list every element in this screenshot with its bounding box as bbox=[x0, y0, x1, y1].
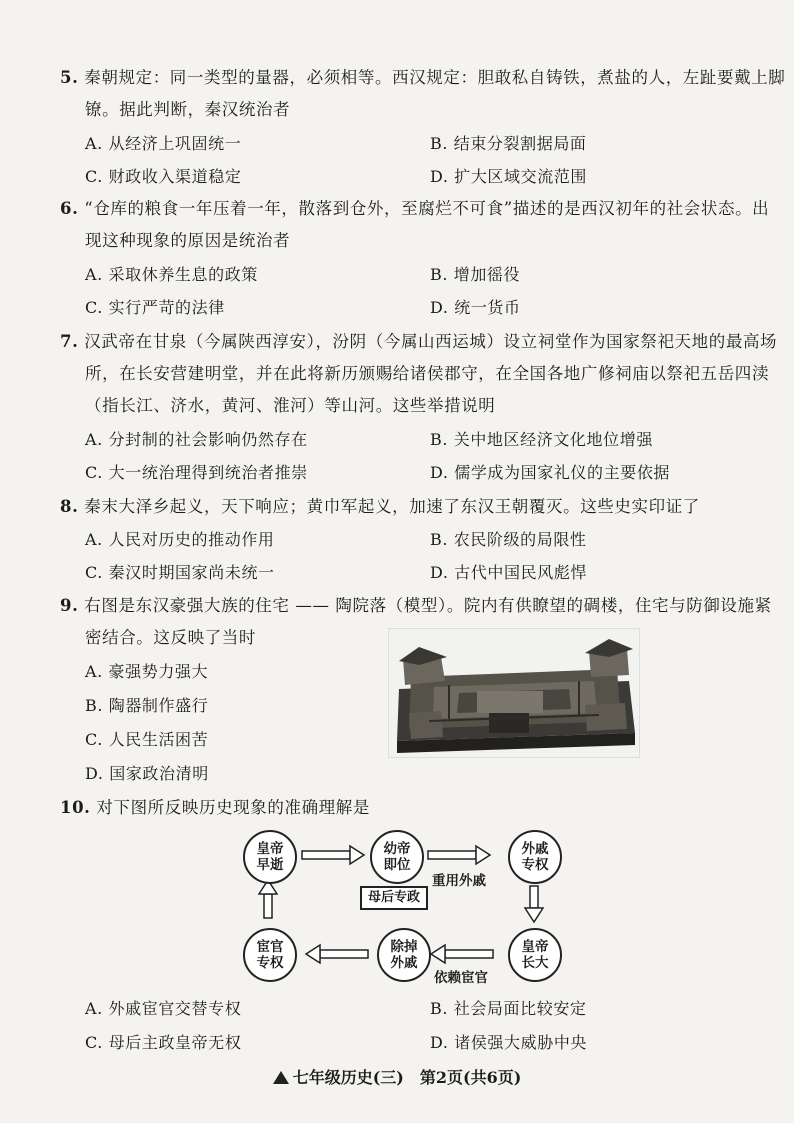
flow-diagram bbox=[240, 826, 580, 986]
q5-option-b: B. 结束分裂割据局面 bbox=[430, 134, 587, 153]
q10-option-b: B. 社会局面比较安定 bbox=[430, 999, 587, 1018]
q10-option-d: D. 诸侯强大威胁中央 bbox=[430, 1033, 588, 1052]
empress-dowager-box: 母后专政 bbox=[360, 886, 428, 910]
node-2-line-2: 即位 bbox=[383, 857, 411, 873]
label-rely-eunuchs: 依赖宦官 bbox=[434, 970, 488, 986]
q5-option-d: D. 扩大区域交流范围 bbox=[430, 167, 588, 186]
node-6-line-1: 宦官 bbox=[256, 939, 284, 955]
q9-option-c: C. 人民生活困苦 bbox=[85, 730, 209, 749]
node-emperor-grows-up bbox=[508, 928, 562, 982]
node-2-line-1: 幼帝 bbox=[383, 841, 411, 857]
node-1-line-2: 早逝 bbox=[256, 857, 284, 873]
page-footer bbox=[0, 1065, 794, 1088]
node-consort-clan-power bbox=[508, 830, 562, 884]
q8-option-c: C. 秦汉时期国家尚未统一 bbox=[85, 563, 275, 582]
q7-option-d: D. 儒学成为国家礼仪的主要依据 bbox=[430, 463, 671, 482]
node-3-line-1: 外戚 bbox=[521, 841, 549, 857]
node-child-emperor bbox=[370, 830, 424, 884]
q9-option-b: B. 陶器制作盛行 bbox=[85, 696, 209, 715]
arrow-n5-n6 bbox=[306, 945, 368, 963]
q9-option-d: D. 国家政治清明 bbox=[85, 764, 209, 783]
node-4-line-2: 长大 bbox=[521, 955, 549, 971]
q7-option-c: C. 大一统治理得到统治者推崇 bbox=[85, 463, 308, 482]
node-1-line-1: 皇帝 bbox=[256, 841, 284, 857]
arrow-n2-n3 bbox=[428, 846, 490, 864]
node-eunuch-power bbox=[243, 928, 297, 982]
question-7-line-1: 7. 汉武帝在甘泉（今属陕西淳安），汾阴（今属山西运城）设立祠堂作为国家祭祀天地的最高场 bbox=[60, 332, 778, 351]
question-9-line-2: 密结合。这反映了当时 bbox=[85, 628, 256, 647]
node-remove-consort-clan bbox=[377, 928, 431, 982]
arrow-n1-n2 bbox=[302, 846, 364, 864]
pottery-courtyard-photo bbox=[388, 628, 640, 758]
q6-option-a: A. 采取休养生息的政策 bbox=[85, 265, 258, 284]
question-6-line-1: 6. “仓库的粮食一年压着一年，散落到仓外，至腐烂不可食”描述的是西汉初年的社会状态。出 bbox=[60, 199, 770, 218]
q9-option-a: A. 豪强势力强大 bbox=[85, 662, 209, 681]
question-10-line-1: 10. 对下图所反映历史现象的准确理解是 bbox=[60, 798, 370, 817]
q6-option-b: B. 增加徭役 bbox=[430, 265, 521, 284]
q8-option-b: B. 农民阶级的局限性 bbox=[430, 530, 587, 549]
triangle-logo-icon bbox=[273, 1071, 289, 1084]
arrow-n6-n1 bbox=[259, 880, 277, 918]
q6-option-c: C. 实行严苛的法律 bbox=[85, 298, 225, 317]
question-7-line-3: （指长江、济水，黄河、淮河）等山河。这些举措说明 bbox=[85, 396, 496, 415]
q7-option-a: A. 分封制的社会影响仍然存在 bbox=[85, 430, 308, 449]
arrow-n3-n4 bbox=[525, 886, 543, 922]
question-5-line-1: 5. 秦朝规定：同一类型的量器，必须相等。西汉规定：胆敢私自铸铁，煮盐的人，左趾要戴上脚 bbox=[60, 68, 786, 87]
node-3-line-2: 专权 bbox=[521, 857, 549, 873]
q6-option-d: D. 统一货币 bbox=[430, 298, 521, 317]
question-6-line-2: 现这种现象的原因是统治者 bbox=[85, 231, 291, 250]
q8-option-d: D. 古代中国民风彪悍 bbox=[430, 563, 588, 582]
question-9-line-1: 9. 右图是东汉豪强大族的住宅 —— 陶院落（模型）。院内有供瞭望的碉楼，住宅与防御设施紧 bbox=[60, 596, 772, 615]
q7-option-b: B. 关中地区经济文化地位增强 bbox=[430, 430, 653, 449]
node-5-line-1: 除掉 bbox=[390, 939, 418, 955]
q8-option-a: A. 人民对历史的推动作用 bbox=[85, 530, 275, 549]
question-5-line-2: 镣。据此判断，秦汉统治者 bbox=[85, 100, 291, 119]
question-7-line-2: 所，在长安营建明堂，并在此将新历颁赐给诸侯郡守，在全国各地广修祠庙以祭祀五岳四渎 bbox=[85, 364, 769, 383]
q10-option-c: C. 母后主政皇帝无权 bbox=[85, 1033, 242, 1052]
q5-option-a: A. 从经济上巩固统一 bbox=[85, 134, 242, 153]
node-6-line-2: 专权 bbox=[256, 955, 284, 971]
label-rely-consort-clan: 重用外戚 bbox=[432, 873, 486, 889]
node-emperor-dies-young bbox=[243, 830, 297, 884]
node-4-line-1: 皇帝 bbox=[521, 939, 549, 955]
question-8-line-1: 8. 秦末大泽乡起义，天下响应；黄巾军起义，加速了东汉王朝覆灭。这些史实印证了 bbox=[60, 497, 700, 516]
node-5-line-2: 外戚 bbox=[390, 955, 418, 971]
q5-option-c: C. 财政收入渠道稳定 bbox=[85, 167, 242, 186]
arrow-n4-n5 bbox=[431, 945, 493, 963]
footer-text: 七年级历史(三) 第2页(共6页) bbox=[292, 1068, 522, 1087]
q10-option-a: A. 外戚宦官交替专权 bbox=[85, 999, 242, 1018]
